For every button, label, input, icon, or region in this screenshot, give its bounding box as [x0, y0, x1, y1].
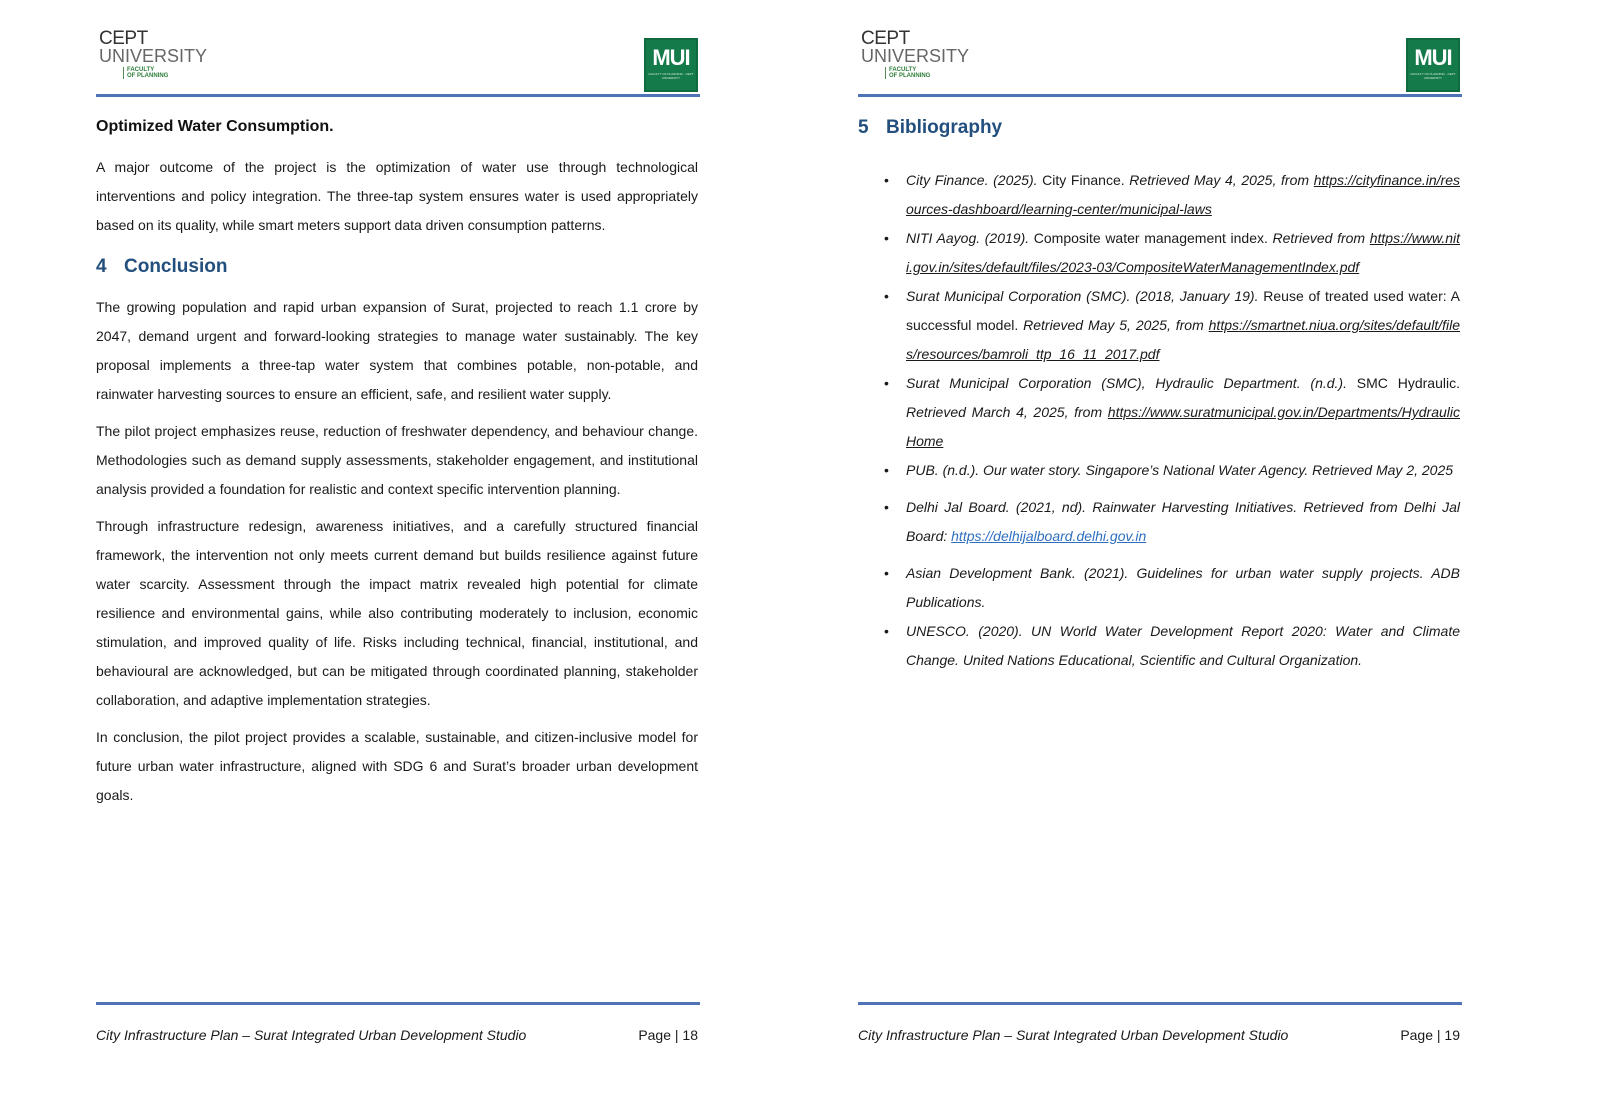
mui-logo-subtext: FACULTY OF PLANNING · CEPT UNIVERSITY: [648, 72, 694, 80]
bullet-icon: •: [884, 499, 889, 515]
bib-link[interactable]: https://delhijalboard.delhi.gov.in: [951, 528, 1147, 544]
bib-author: NITI Aayog. (2019).: [906, 230, 1030, 246]
subheading-optimized-water: Optimized Water Consumption.: [96, 118, 334, 135]
bib-retrieved: Retrieved May 5, 2025, from: [1023, 317, 1204, 333]
bib-title: Reuse of treated used water: A successful model.: [906, 288, 1460, 333]
bullet-icon: •: [884, 375, 889, 391]
section-heading-conclusion: [96, 255, 698, 279]
bib-author: City Finance. (2025).: [906, 172, 1038, 188]
paragraph-conclusion-2: The pilot project emphasizes reuse, reduction of freshwater dependency, and behaviour change. Methodologies such as demand supply assessments, stakeholder engagement, and institutional analysis provided a foundation for realistic and context specific intervention planning.: [96, 423, 698, 497]
paragraph-intro: A major outcome of the project is the optimization of water use through technological interventions and policy integration. The three-tap system ensures water is used appropriately based on its quality, while smart meters support data driven consumption patterns.: [96, 159, 698, 233]
paragraph-conclusion-1: The growing population and rapid urban expansion of Surat, projected to reach 1.1 crore by 2047, demand urgent and forward-looking strategies to manage water sustainably. The key proposal implements a three-tap water system that combines potable, non-potable, and rainwater harvesting sources to ensure an efficient, safe, and resilient water supply.: [96, 299, 698, 402]
left-page-body: [96, 117, 698, 810]
bullet-icon: •: [884, 172, 889, 188]
bullet-icon: •: [884, 230, 889, 246]
section-title: Bibliography: [886, 117, 1003, 138]
bib-title: SMC Hydraulic.: [1346, 375, 1460, 391]
logo-faculty-line1: FACULTY: [889, 67, 917, 73]
footer-title: City Infrastructure Plan – Surat Integrated Urban Development Studio: [858, 1027, 1289, 1043]
bib-citation: PUB. (n.d.). Our water story. Singapore’s National Water Agency. Retrieved May 2, 2025: [906, 462, 1454, 478]
header-divider: [858, 94, 1462, 97]
bib-retrieved: Retrieved May 4, 2025, from: [1129, 172, 1310, 188]
bib-title: City Finance.: [1037, 172, 1130, 188]
footer-page-number: Page | 18: [638, 1027, 698, 1043]
header-divider: [96, 94, 700, 97]
bibliography-list: [858, 166, 1460, 675]
bullet-icon: •: [884, 565, 889, 581]
bib-author: Surat Municipal Corporation (SMC). (2018, January 19).: [906, 288, 1259, 304]
logo-cept-text: CEPT: [861, 28, 910, 49]
bibliography-entry: [858, 493, 1460, 551]
cept-university-logo: [861, 30, 971, 82]
mui-logo-text: MUI: [1414, 45, 1452, 70]
logo-faculty-line2: OF PLANNING: [889, 73, 931, 79]
bib-url[interactable]: https://smartnet.niua.org/sites/default/files/resources/bamroli_ttp_16_11_2017.pdf: [906, 317, 1460, 362]
bib-url[interactable]: https://www.niti.gov.in/sites/default/files/2023-03/CompositeWaterManagementIndex.pdf: [906, 230, 1460, 275]
bullet-icon: •: [884, 462, 889, 478]
section-number: 5: [858, 117, 869, 138]
section-heading-bibliography: [858, 116, 1460, 140]
paragraph-conclusion-4: In conclusion, the pilot project provides a scalable, sustainable, and citizen-inclusive model for future urban water infrastructure, aligned with SDG 6 and Surat’s broader urban development goals.: [96, 729, 698, 803]
mui-logo-text: MUI: [652, 45, 690, 70]
section-title: Conclusion: [124, 256, 228, 277]
logo-faculty-text: [885, 67, 971, 79]
mui-logo-subtext: FACULTY OF PLANNING · CEPT UNIVERSITY: [1410, 72, 1456, 80]
bullet-icon: •: [884, 623, 889, 639]
bibliography-entry: [858, 617, 1460, 675]
footer-title: City Infrastructure Plan – Surat Integrated Urban Development Studio: [96, 1027, 527, 1043]
bib-citation: Asian Development Bank. (2021). Guidelines for urban water supply projects. ADB Publications.: [906, 565, 1460, 610]
bullet-icon: •: [884, 288, 889, 304]
bibliography-entry: [858, 559, 1460, 617]
logo-faculty-text: [123, 67, 209, 79]
footer-page-number: Page | 19: [1400, 1027, 1460, 1043]
logo-faculty-line1: FACULTY: [127, 67, 155, 73]
bib-title: Composite water management index.: [1029, 230, 1273, 246]
page-19: [858, 0, 1462, 1119]
logo-university-text: UNIVERSITY: [99, 46, 208, 66]
mui-logo: [1406, 38, 1460, 92]
footer-divider: [96, 1002, 700, 1005]
bib-citation: Delhi Jal Board. (2021, nd). Rainwater Harvesting Initiatives. Retrieved from Delhi Jal Board:: [906, 499, 1460, 544]
bib-retrieved: Retrieved from: [1272, 230, 1366, 246]
right-page-body: [858, 116, 1460, 675]
bib-url[interactable]: https://www.suratmunicipal.gov.in/Departments/HydraulicHome: [906, 404, 1460, 449]
logo-cept-text: CEPT: [99, 28, 148, 49]
logo-faculty-line2: OF PLANNING: [127, 73, 169, 79]
bibliography-entry: [858, 369, 1460, 456]
bib-author: Surat Municipal Corporation (SMC), Hydraulic Department. (n.d.).: [906, 375, 1347, 391]
mui-logo: [644, 38, 698, 92]
cept-university-logo: [99, 30, 209, 82]
paragraph-conclusion-3: Through infrastructure redesign, awareness initiatives, and a carefully structured financial framework, the intervention not only meets current demand but builds resilience against future water scarcity. Assessment through the impact matrix revealed high potential for climate resilience and environmental gains, while also contributing moderately to inclusion, economic stimulation, and improved quality of life. Risks including technical, financial, institutional, and behavioural are acknowledged, but can be mitigated through coordinated planning, stakeholder collaboration, and adaptive implementation strategies.: [96, 518, 698, 708]
section-number: 4: [96, 256, 107, 277]
bib-url[interactable]: https://cityfinance.in/resources-dashboard/learning-center/municipal-laws: [906, 172, 1460, 217]
bibliography-entry: [858, 166, 1460, 224]
bib-retrieved: Retrieved March 4, 2025, from: [906, 404, 1103, 420]
bibliography-entry: [858, 282, 1460, 369]
page-18: [96, 0, 700, 1119]
bibliography-entry: [858, 224, 1460, 282]
bibliography-entry: [858, 456, 1460, 485]
footer-divider: [858, 1002, 1462, 1005]
logo-university-text: UNIVERSITY: [861, 46, 970, 66]
bib-citation: UNESCO. (2020). UN World Water Development Report 2020: Water and Climate Change. United Nations Educational, Scientific and Cultural Organization.: [906, 623, 1460, 668]
